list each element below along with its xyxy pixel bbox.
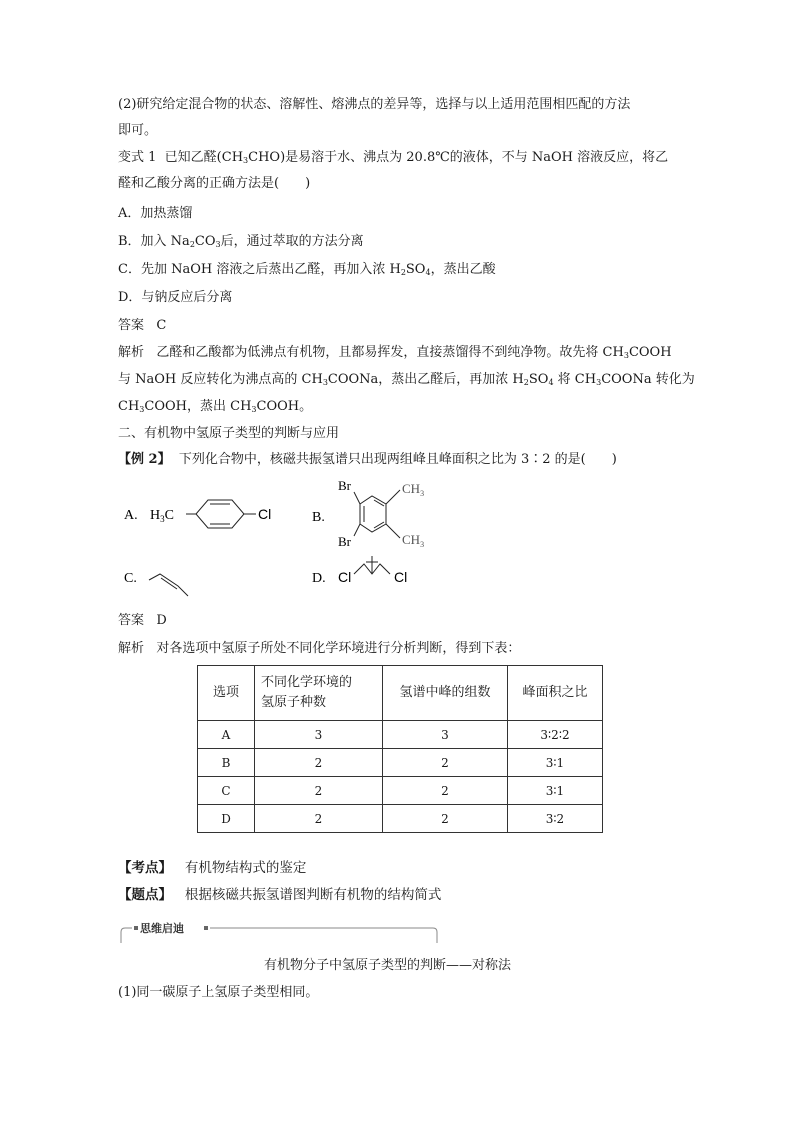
subscript: 3: [322, 378, 328, 387]
analysis-text: COOH。: [256, 399, 313, 414]
structure-option-b: [308, 476, 448, 552]
variant-question-text: 已知乙醛(CH: [164, 150, 244, 165]
option-text: SO: [405, 262, 426, 277]
intro-paragraph-line1: (2)研究给定混合物的状态、溶解性、熔沸点的差异等，选择与以上适用范围相匹配的方法: [118, 97, 631, 112]
bond: [354, 492, 360, 504]
subscript: 3: [623, 351, 629, 360]
methyl-group: $CH_3$: [402, 481, 425, 498]
analysis-table: [197, 665, 603, 833]
variant-question-line1: [118, 149, 668, 170]
option-d-label: D.: [312, 571, 326, 586]
variant-answer: [118, 317, 166, 335]
option-text: CO: [194, 234, 216, 249]
subscript: 2: [523, 378, 529, 387]
frame-corner: [121, 928, 132, 943]
kaodian-label: 【考点】: [118, 860, 172, 876]
answer-value: D: [156, 613, 167, 628]
chlorine-atom: Cl: [258, 506, 272, 522]
methyl-group: $CH_3$: [402, 532, 425, 549]
table-cell: 2: [383, 777, 508, 805]
example-question: [118, 451, 617, 469]
answer-value: C: [156, 318, 167, 333]
variant-label: 变式 1: [118, 150, 157, 165]
tidian-line: [118, 886, 441, 904]
answer-label: 答案: [118, 318, 145, 333]
table-cell: 3∶2∶2: [508, 721, 603, 749]
subscript: 3: [596, 378, 602, 387]
subscript: 3: [251, 405, 257, 414]
intro-paragraph-line2: 即可。: [118, 123, 158, 138]
option-a-label: A.: [124, 508, 138, 523]
bond: [374, 500, 384, 506]
table-cell: 2: [255, 805, 383, 833]
variant-analysis-line3: [118, 398, 312, 419]
bromine-atom: Br: [338, 478, 351, 493]
kaodian-text: 有机物结构式的鉴定: [184, 860, 307, 876]
table-cell: 3∶1: [508, 777, 603, 805]
subscript: 2: [189, 240, 195, 249]
option-text: 后，通过萃取的方法分离: [220, 234, 364, 249]
header-text: 不同化学环境的: [261, 675, 353, 690]
methyl-group: $H_3C$: [150, 508, 174, 524]
variant-analysis-line1: [118, 344, 672, 365]
tidian-text: 根据核磁共振氢谱图判断有机物的结构简式: [184, 887, 442, 903]
variant-analysis-line2: [118, 371, 695, 392]
table-row: [198, 777, 603, 805]
table-cell: 2: [383, 805, 508, 833]
table-cell: 2: [255, 749, 383, 777]
analysis-text: SO: [528, 372, 549, 387]
table-header-cell: 峰面积之比: [508, 666, 603, 721]
frame-corner: [210, 928, 437, 943]
subscript: 4: [425, 268, 431, 277]
header-text: 氢原子种数: [261, 695, 327, 710]
table-cell: A: [198, 721, 255, 749]
thinking-point-1: (1)同一碳原子上氢原子类型相同。: [118, 985, 319, 1000]
table-row: [198, 805, 603, 833]
subscript: 2: [400, 268, 406, 277]
table-header-cell: 氢谱中峰的组数: [383, 666, 508, 721]
table-cell: 3: [383, 721, 508, 749]
subscript: 4: [548, 378, 554, 387]
table-cell: 2: [255, 777, 383, 805]
kaodian-line: [118, 859, 306, 877]
analysis-label: 解析: [118, 345, 145, 360]
analysis-text: 乙醛和乙酸都为低沸点有机物，且都易挥发，直接蒸馏得不到纯净物。故先将 CH: [156, 345, 624, 360]
bond: [386, 490, 400, 504]
variant-option-a: A．加热蒸馏: [118, 206, 193, 221]
bond: [354, 524, 360, 536]
variant-question-line2: 醛和乙酸分离的正确方法是( ): [118, 176, 311, 191]
table-cell: C: [198, 777, 255, 805]
option-text: ，蒸出乙酸: [430, 262, 496, 277]
variant-question-text: CHO)是易溶于水、沸点为 20.8℃的液体，不与 NaOH 溶液反应，将乙: [248, 150, 669, 165]
structure-option-d: [308, 556, 418, 592]
example-question-text: 下列化合物中，核磁共振氢谱只出现两组峰且峰面积之比为 3∶2 的是( ): [178, 452, 617, 467]
table-cell: B: [198, 749, 255, 777]
tidian-label: 【题点】: [118, 887, 172, 903]
analysis-text: COOH，蒸出 CH: [144, 399, 252, 414]
analysis-text: COONa，蒸出乙醛后，再加浓 H: [327, 372, 524, 387]
thinking-title: 有机物分子中氢原子类型的判断——对称法: [264, 958, 512, 973]
analysis-text: COONa 转化为: [601, 372, 695, 387]
section-heading: 二、有机物中氢原子类型的判断与应用: [118, 426, 340, 441]
option-text: B．加入 Na: [118, 234, 190, 249]
example-analysis: [118, 640, 520, 658]
table-cell: 3: [255, 721, 383, 749]
chlorine-atom: Cl: [338, 569, 352, 585]
option-c-label: C.: [124, 571, 137, 586]
table-cell: 3∶2: [508, 805, 603, 833]
table-cell: D: [198, 805, 255, 833]
option-text: C．先加 NaOH 溶液之后蒸出乙醛，再加入浓 H: [118, 262, 401, 277]
table-row: [198, 721, 603, 749]
table-header-cell: [255, 666, 383, 721]
analysis-label: 解析: [118, 641, 145, 656]
answer-label: 答案: [118, 613, 145, 628]
analysis-text: COOH: [628, 345, 672, 360]
table-cell: 2: [383, 749, 508, 777]
frame-marker: [204, 926, 208, 930]
table-header-row: [198, 666, 603, 721]
bond: [386, 524, 400, 538]
table-cell: 3∶1: [508, 749, 603, 777]
thinking-label: 思维启迪: [140, 922, 184, 935]
bond: [374, 522, 384, 528]
analysis-text: 将 CH: [553, 372, 597, 387]
variant-option-d: D．与钠反应后分离: [118, 290, 233, 305]
table-row: [198, 749, 603, 777]
table-header-cell: 选项: [198, 666, 255, 721]
structure-option-a: [120, 490, 290, 538]
subscript: 3: [215, 240, 221, 249]
subscript: 3: [139, 405, 145, 414]
chlorine-atom: Cl: [394, 569, 408, 585]
analysis-text: 对各选项中氢原子所处不同化学环境进行分析判断，得到下表：: [156, 641, 521, 656]
structure-option-c: [120, 564, 200, 604]
carbon-chain: [149, 574, 188, 596]
example-label: 【例 2】: [118, 452, 171, 467]
bromine-atom: Br: [338, 534, 351, 549]
option-b-label: B.: [312, 510, 325, 525]
subscript: 3: [243, 156, 249, 165]
example-answer: [118, 612, 167, 630]
analysis-text: 与 NaOH 反应转化为沸点高的 CH: [118, 372, 323, 387]
variant-option-c: [118, 261, 496, 282]
variant-option-b: [118, 233, 364, 254]
analysis-text: CH: [118, 399, 140, 414]
frame-marker: [134, 926, 138, 930]
